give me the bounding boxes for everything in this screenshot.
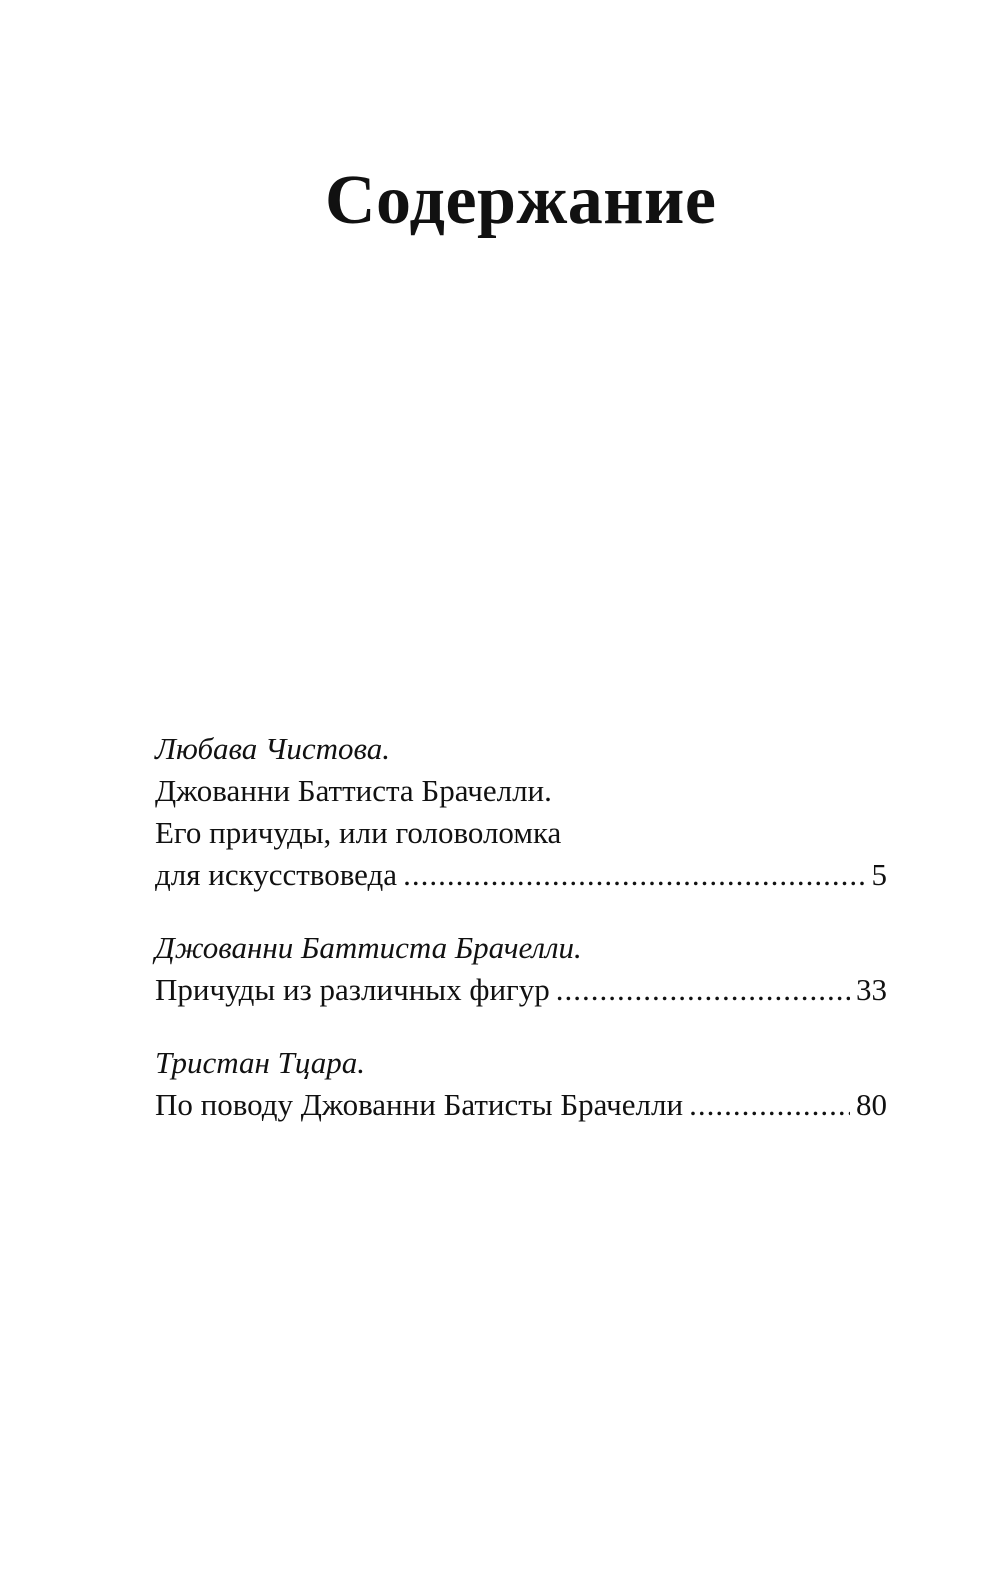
toc-entry-author: Джованни Баттиста Брачелли. xyxy=(155,930,582,965)
toc-entry xyxy=(155,1042,887,1126)
toc-entry-title-line: По поводу Джованни Батисты Брачелли xyxy=(155,1087,684,1122)
toc-entry xyxy=(155,728,887,896)
toc-entry-author: Любава Чистова. xyxy=(155,731,391,766)
toc-entry-link[interactable] xyxy=(155,1084,887,1126)
dot-leader xyxy=(689,1084,850,1126)
toc-page-number: 33 xyxy=(856,972,887,1007)
dot-leader xyxy=(403,854,865,896)
toc-entry-title-line: Причуды из различных фигур xyxy=(155,972,550,1007)
table-of-contents xyxy=(155,728,887,1157)
dot-leader xyxy=(556,969,850,1011)
toc-entry-link[interactable] xyxy=(155,854,887,896)
toc-page-number: 5 xyxy=(871,857,887,892)
toc-entry xyxy=(155,927,887,1011)
toc-entry-title-line: Джованни Баттиста Брачелли. xyxy=(155,773,552,808)
page-title: Содержание xyxy=(325,162,717,239)
toc-entry-author: Тристан Тцара. xyxy=(155,1045,365,1080)
toc-page-number: 80 xyxy=(856,1087,887,1122)
toc-entry-title-line: Его причуды, или головоломка xyxy=(155,815,562,850)
toc-entry-link[interactable] xyxy=(155,969,887,1011)
toc-entry-title-line: для искусствоведа xyxy=(155,857,398,892)
